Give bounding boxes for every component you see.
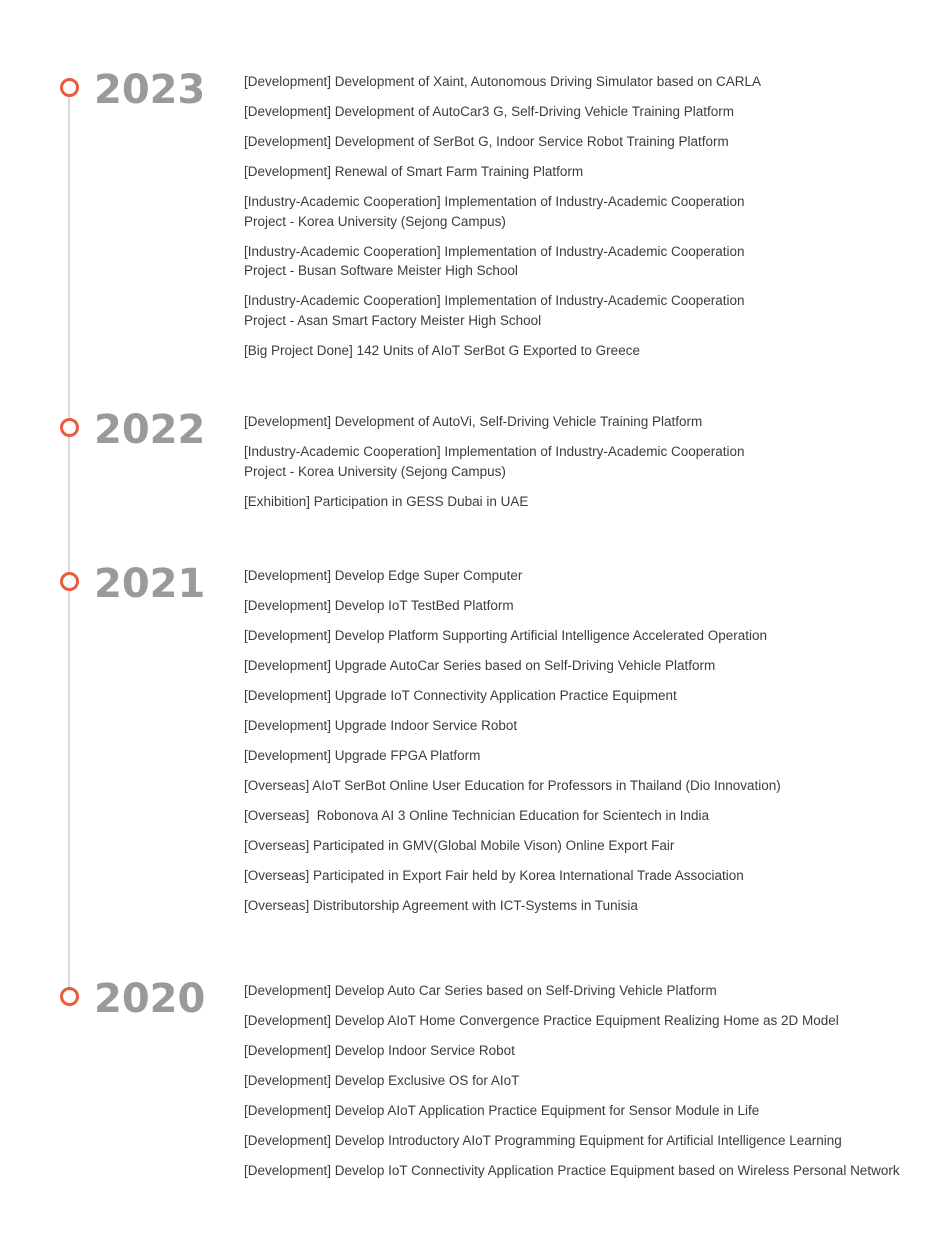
timeline-line [68,90,70,990]
year-heading: 2021 [94,561,206,607]
list-item: [Industry-Academic Cooperation] Implementation of Industry-Academic Cooperation Project - Busan Software Meister High School [244,243,745,278]
list-item: [Development] Develop Edge Super Computer [244,568,523,583]
timeline-dot-icon [60,78,79,97]
list-item: [Development] Development of AutoCar3 G, Self-Driving Vehicle Training Platform [244,104,734,119]
timeline-dot-icon [60,987,79,1006]
timeline-dot-icon [60,572,79,591]
list-item: [Overseas] AIoT SerBot Online User Education for Professors in Thailand (Dio Innovation) [244,778,781,793]
timeline-dot-icon [60,418,79,437]
list-item: [Development] Development of SerBot G, Indoor Service Robot Training Platform [244,134,729,149]
year-items-list [244,981,934,1191]
list-item: [Development] Develop IoT TestBed Platform [244,598,514,613]
list-item: [Development] Upgrade FPGA Platform [244,748,481,763]
year-items-list [244,412,934,522]
list-item: [Development] Develop IoT Connectivity Application Practice Equipment based on Wireless Personal Network [244,1163,900,1178]
list-item: [Development] Renewal of Smart Farm Training Platform [244,164,584,179]
year-items-list [244,72,934,371]
list-item: [Industry-Academic Cooperation] Implementation of Industry-Academic Cooperation Project - Asan Smart Factory Meister High School [244,293,745,328]
list-item: [Overseas] Distributorship Agreement with ICT-Systems in Tunisia [244,898,638,913]
year-heading: 2022 [94,407,206,453]
list-item: [Development] Develop Exclusive OS for AIoT [244,1073,520,1088]
list-item: [Development] Develop Auto Car Series based on Self-Driving Vehicle Platform [244,983,717,998]
list-item: [Development] Development of AutoVi, Self-Driving Vehicle Training Platform [244,414,703,429]
list-item: [Big Project Done] 142 Units of AIoT SerBot G Exported to Greece [244,342,640,358]
list-item: [Development] Develop Indoor Service Robot [244,1043,515,1058]
list-item: [Development] Upgrade Indoor Service Robot [244,718,518,733]
list-item: [Industry-Academic Cooperation] Implementation of Industry-Academic Cooperation Project - Korea University (Sejong Campus) [244,194,745,229]
year-items-list [244,566,934,926]
list-item: [Development] Upgrade IoT Connectivity Application Practice Equipment [244,688,677,703]
list-item: [Overseas] Participated in Export Fair held by Korea International Trade Association [244,868,744,883]
list-item: [Development] Develop AIoT Application Practice Equipment for Sensor Module in Life [244,1103,760,1118]
list-item: [Development] Develop Platform Supporting Artificial Intelligence Accelerated Operation [244,628,768,643]
list-item: [Overseas] Robonova AI 3 Online Technician Education for Scientech in India [244,808,710,823]
list-item: [Overseas] Participated in GMV(Global Mobile Vison) Online Export Fair [244,838,675,853]
list-item: [Exhibition] Participation in GESS Dubai in UAE [244,493,529,509]
list-item: [Development] Development of Xaint, Autonomous Driving Simulator based on CARLA [244,74,762,89]
list-item: [Development] Upgrade AutoCar Series based on Self-Driving Vehicle Platform [244,658,716,673]
year-heading: 2020 [94,976,206,1022]
list-item: [Development] Develop AIoT Home Convergence Practice Equipment Realizing Home as 2D Model [244,1013,839,1028]
year-heading: 2023 [94,67,206,113]
list-item: [Development] Develop Introductory AIoT Programming Equipment for Artificial Intelligence Learning [244,1133,842,1148]
list-item: [Industry-Academic Cooperation] Implementation of Industry-Academic Cooperation Project - Korea University (Sejong Campus) [244,444,745,479]
